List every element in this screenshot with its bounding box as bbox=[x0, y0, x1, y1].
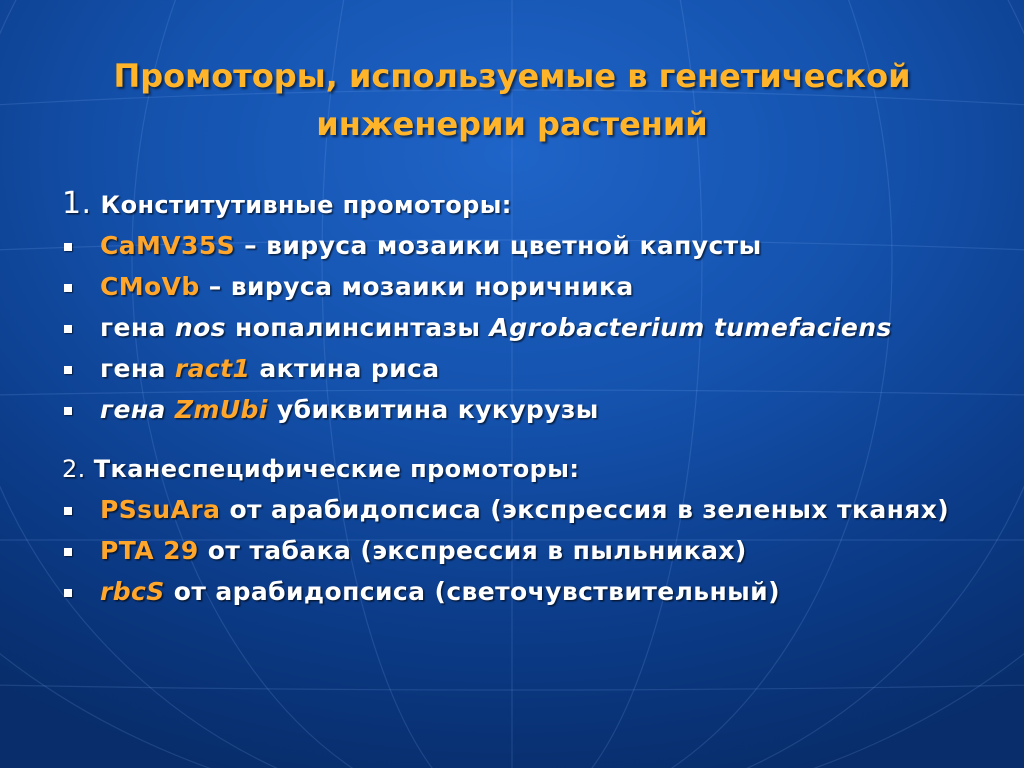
item-text: нопалинсинтазы bbox=[225, 313, 490, 342]
title-line-2: инженерии растений bbox=[316, 105, 708, 143]
section-1-heading bbox=[62, 186, 962, 223]
list-item-ract1 bbox=[62, 352, 962, 386]
section-2-heading bbox=[62, 451, 962, 487]
square-bullet-icon bbox=[64, 366, 72, 374]
square-bullet-icon bbox=[64, 325, 72, 333]
list-item-pta29 bbox=[62, 534, 962, 568]
item-prefix: гена bbox=[100, 313, 175, 342]
section-2-list bbox=[62, 493, 962, 609]
item-text: убиквитина кукурузы bbox=[267, 395, 599, 424]
promoter-description: от арабидопсиса (экспрессия в зеленых тканях) bbox=[220, 495, 950, 524]
square-bullet-icon bbox=[64, 407, 72, 415]
title-line-1: Промоторы, используемые в генетической bbox=[113, 57, 911, 95]
promoter-name: CaMV35S bbox=[100, 231, 236, 260]
gene-name: nos bbox=[174, 313, 226, 342]
square-bullet-icon bbox=[64, 507, 72, 515]
promoter-name: CMoVb bbox=[100, 272, 200, 301]
promoter-name: PTA 29 bbox=[100, 536, 199, 565]
list-item-zmubi bbox=[62, 393, 962, 427]
promoter-description: – вируса мозаики норичника bbox=[199, 272, 634, 301]
square-bullet-icon bbox=[64, 548, 72, 556]
item-text: актина риса bbox=[250, 354, 440, 383]
square-bullet-icon bbox=[64, 284, 72, 292]
promoter-name: rbcS bbox=[100, 577, 165, 606]
promoter-name: PSsuAra bbox=[100, 495, 221, 524]
promoter-description: – вируса мозаики цветной капусты bbox=[235, 231, 762, 260]
section-2-number: 2. bbox=[62, 455, 86, 483]
section-2-title: Тканеспецифические промоторы: bbox=[93, 455, 580, 483]
list-item-nos bbox=[62, 311, 962, 345]
square-bullet-icon bbox=[64, 243, 72, 251]
list-item-cmovb bbox=[62, 270, 962, 304]
organism-name: Agrobacterium tumefaciens bbox=[489, 313, 892, 342]
list-item-rbcs bbox=[62, 575, 962, 609]
slide-title bbox=[40, 52, 984, 148]
list-item-pssuara bbox=[62, 493, 962, 527]
promoter-description: от табака (экспрессия в пыльниках) bbox=[198, 536, 747, 565]
section-1-title: Конститутивные промоторы: bbox=[100, 191, 512, 219]
section-1-number: 1. bbox=[62, 186, 92, 221]
promoter-description: от арабидопсиса (светочувствительный) bbox=[164, 577, 780, 606]
item-prefix: гена bbox=[100, 354, 175, 383]
content-body bbox=[62, 186, 962, 616]
square-bullet-icon bbox=[64, 589, 72, 597]
list-item-camv35s bbox=[62, 229, 962, 263]
gene-name: ZmUbi bbox=[174, 395, 268, 424]
section-1-list bbox=[62, 229, 962, 427]
item-prefix: гена bbox=[100, 395, 175, 424]
gene-name: ract1 bbox=[174, 354, 251, 383]
